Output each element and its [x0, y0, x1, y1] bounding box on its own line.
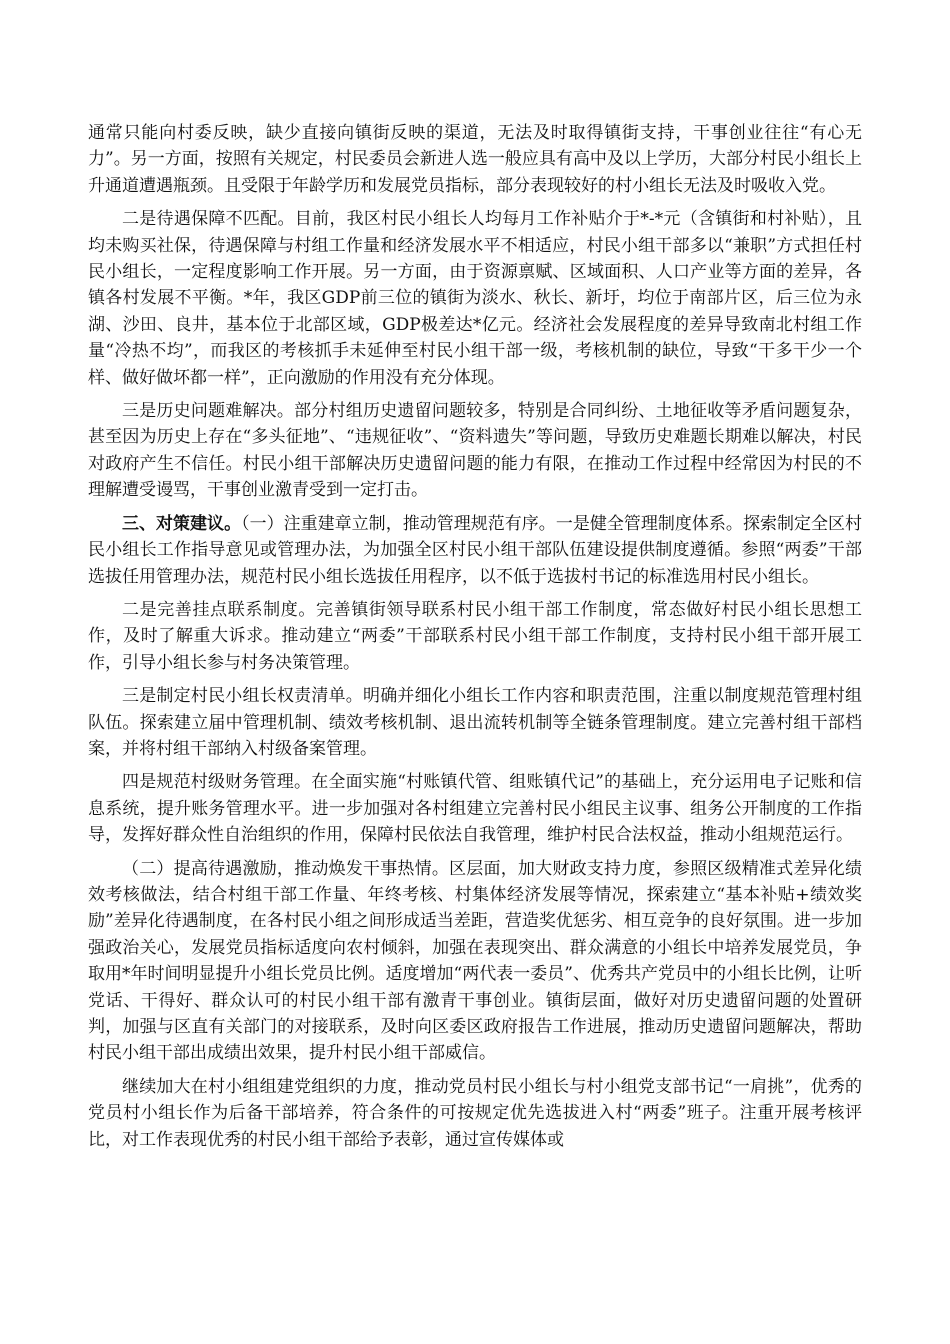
paragraph-treatment	[88, 206, 862, 391]
paragraph-liaison-system	[88, 597, 862, 676]
paragraph-continuation	[88, 120, 862, 199]
paragraph-text: 三是制定村民小组长权责清单。明确并细化小组长工作内容和职责范围，注重以制度规范管理村组队伍。探索建立届中管理机制、绩效考核机制、退出流转机制等全链条管理制度。建立完善村组干部档案，并将村组干部纳入村级备案管理。	[88, 686, 862, 759]
paragraph-text: 继续加大在村小组组建党组织的力度，推动党员村民小组长与村小组党支部书记“一肩挑”，优秀的党员村小组长作为后备干部培养，符合条件的可按规定优先选拔进入村“两委”班子。注重开展考核评比，对工作表现优秀的村民小组干部给予表彰，通过宣传媒体或	[88, 1076, 862, 1150]
paragraph-responsibility-list	[88, 683, 862, 762]
paragraph-text: 三是历史问题难解决。部分村组历史遗留问题较多，特别是合同纠纷、土地征收等矛盾问题复杂，甚至因为历史上存在“多头征地”、“违规征收”、“资料遗失”等问题，导致历史难题长期难以解决，村民对政府产生不信任。村民小组干部解决历史遗留问题的能力有限，在推动工作过程中经常因为村民的不理解遭受谩骂，干事创业激青受到一定打击。	[88, 401, 862, 501]
paragraph-countermeasures	[88, 511, 862, 590]
paragraph-incentives	[88, 856, 862, 1067]
paragraph-text: 四是规范村级财务管理。在全面实施“村账镇代管、组账镇代记”的基础上，充分运用电子记账和信息系统，提升账务管理水平。进一步加强对各村组建立完善村民小组民主议事、组务公开制度的工作指导，发挥好群众性自治组织的作用，保障村民依法自我管理，维护村民合法权益，推动小组规范运行。	[88, 772, 862, 846]
paragraph-history-issues	[88, 398, 862, 504]
paragraph-text: 二是完善挂点联系制度。完善镇街领导联系村民小组干部工作制度，常态做好村民小组长思想工作，及时了解重大诉求。推动建立“两委”干部联系村民小组干部工作制度，支持村民小组干部开展工作，引导小组长参与村务决策管理。	[88, 599, 862, 673]
paragraph-party-organization	[88, 1074, 862, 1153]
paragraph-text: （一）注重建章立制，推动管理规范有序。一是健全管理制度体系。探索制定全区村民小组长工作指导意见或管理办法，为加强全区村民小组干部队伍建设提供制度遵循。参照“两委”干部选拔任用管理办法，规范村民小组长选拔任用程序，以不低于选拔村书记的标准选用村民小组长。	[88, 513, 863, 587]
paragraph-financial-management	[88, 769, 862, 848]
paragraph-text: 通常只能向村委反映，缺少直接向镇街反映的渠道，无法及时取得镇街支持，干事创业往往“有心无力”。另一方面，按照有关规定，村民委员会新进人选一般应具有高中及以上学历，大部分村民小组长上升通道遭遇瓶颈。且受限于年龄学历和发展党员指标，部分表现较好的村小组长无法及时吸收入党。	[88, 123, 862, 196]
paragraph-text: （二）提高待遇激励，推动焕发干事热情。区层面，加大财政支持力度，参照区级精准式差异化绩效考核做法，结合村组干部工作量、年终考核、村集体经济发展等情况，探索建立“基本补贴+绩效奖励”差异化待遇制度，在各村民小组之间形成适当差距，营造奖优惩劣、相互竞争的良好氛围。进一步加强政治关心，发展党员指标适度向农村倾斜，加强在表现突出、群众满意的小组长中培养发展党员，争取用*年时间明显提升小组长党员比例。适度增加“两代表一委员”、优秀共产党员中的小组长比例，让听党话、干得好、群众认可的村民小组干部有激青干事创业。镇街层面，做好对历史遗留问题的处置研判，加强与区直有关部门的对接联系，及时向区委区政府报告工作进展，推动历史遗留问题解决，帮助村民小组干部出成绩出效果，提升村民小组干部威信。	[88, 858, 862, 1064]
section-heading: 三、对策建议。	[122, 513, 242, 534]
document-body	[88, 120, 862, 1160]
paragraph-text: 二是待遇保障不匹配。目前，我区村民小组长人均每月工作补贴介于*-*元（含镇街和村补贴），且均未购买社保，待遇保障与村组工作量和经济发展水平不相适应，村民小组干部多以“兼职”方式担任村民小组长，一定程度影响工作开展。另一方面，由于资源禀赋、区域面积、人口产业等方面的差异，各镇各村发展不平衡。*年，我区GDP前三位的镇街为淡水、秋长、新圩，均位于南部片区，后三位为永湖、沙田、良井，基本位于北部区域，GDP极差达*亿元。经济社会发展程度的差异导致南北村组工作量“冷热不均”，而我区的考核抓手未延伸至村民小组干部一级，考核机制的缺位，导致“干多干少一个样、做好做坏都一样”，正向激励的作用没有充分体现。	[88, 209, 862, 388]
